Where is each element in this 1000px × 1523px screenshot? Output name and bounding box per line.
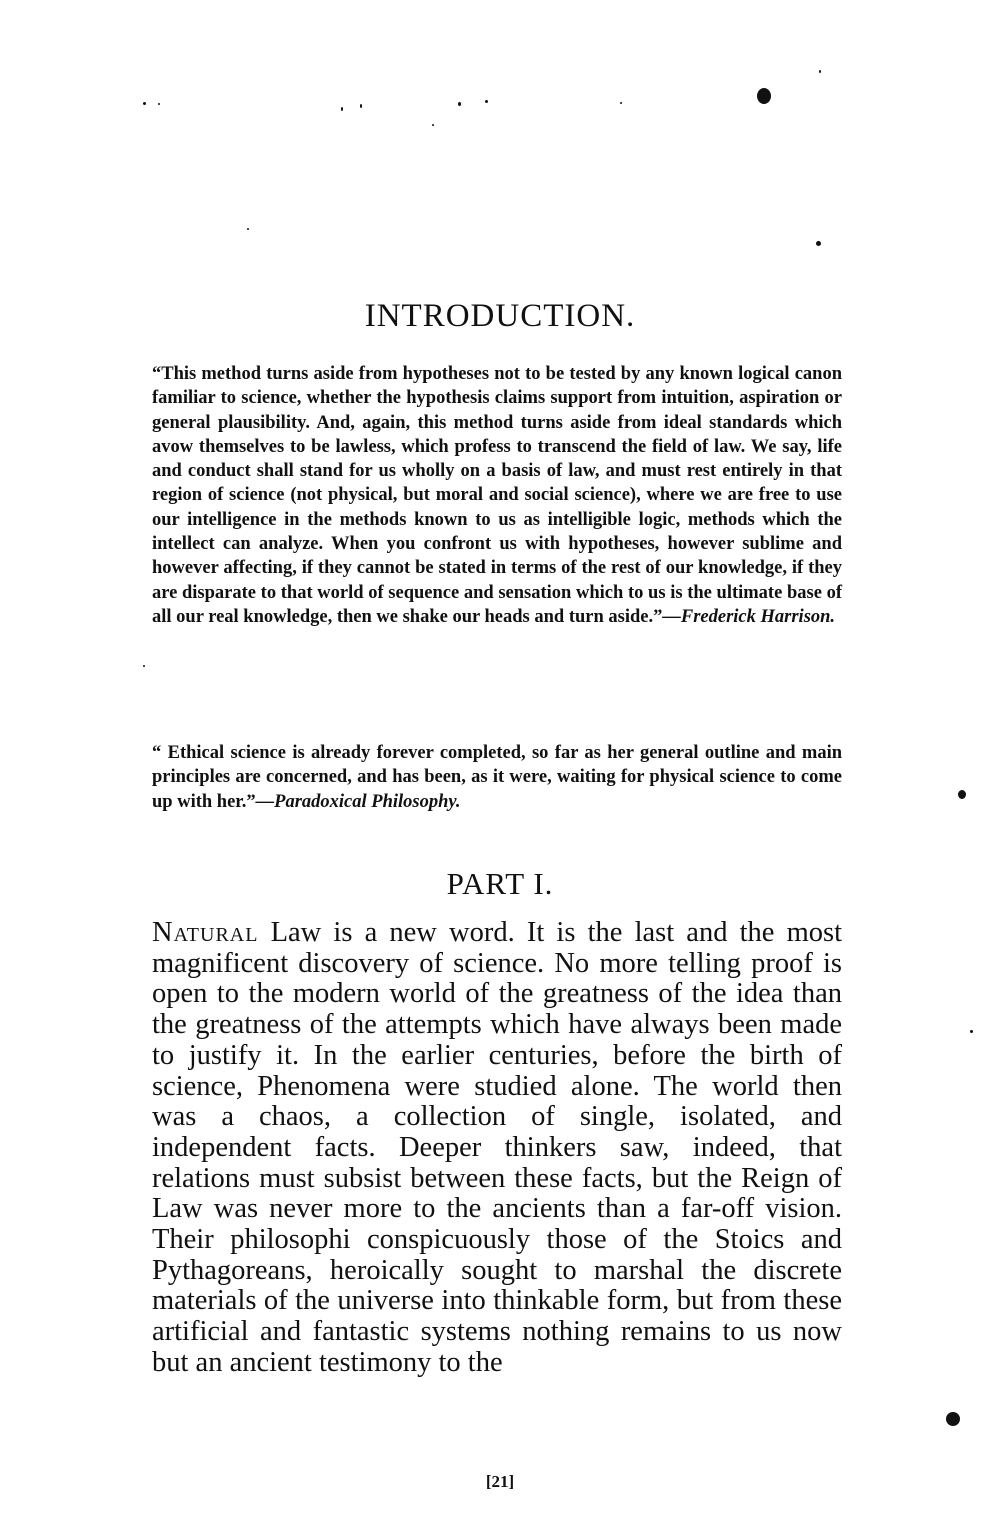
epigraph-paradoxical-text: “ Ethical science is already forever completed, so far as her general outline and main principles are concerned, and has been, as it were, waiting for physical science to come up with her.”: [152, 743, 842, 812]
scan-speck: [816, 241, 821, 246]
scan-speck: [341, 107, 343, 111]
part-heading: PART I.: [446, 866, 554, 901]
epigraph-paradoxical-attribution: —Paradoxical Philosophy.: [255, 791, 461, 812]
scan-speck: [143, 102, 146, 105]
lead-word: Natural: [152, 917, 259, 948]
scan-speck: [247, 228, 249, 230]
epigraph-harrison-attribution: —Frederick Harrison.: [662, 606, 836, 627]
epigraph-harrison: [152, 362, 842, 629]
body-paragraph: [152, 918, 842, 1379]
scan-speck: [360, 104, 362, 108]
scan-speck: [485, 100, 488, 103]
scan-speck: [158, 103, 160, 105]
scan-speck: [458, 102, 461, 106]
scan-speck: [819, 70, 821, 73]
introduction-heading: INTRODUCTION.: [364, 298, 636, 334]
scan-speck: [757, 88, 771, 104]
scan-speck: [970, 1030, 973, 1033]
page-number: [21]: [485, 1472, 515, 1491]
scan-speck: [143, 665, 145, 667]
scan-speck: [432, 124, 434, 126]
epigraph-harrison-text: “This method turns aside from hypotheses not to be tested by any known logical canon familiar to science, whether the hypothesis claims support from intuition, aspiration or general plausibility. And, again, this method turns aside from ideal standards which avow themselves to be lawless, which profess to transcend the field of law. We say, life and conduct shall stand for us wholly on a basis of law, and must rest entirely in that region of science (not physical, but moral and social science), where we are free to use our intelligence in the methods known to us as intelligible logic, methods which the intellect can analyze. When you confront us with hypotheses, however sublime and however affecting, if they cannot be stated in terms of the rest of our knowledge, if they are disparate to that world of sequence and sensation which to us is the ultimate base of all our real knowledge, then we shake our heads and turn aside.”: [152, 364, 842, 627]
body-paragraph-text: Law is a new word. It is the last and the most magnificent discovery of science. No more telling proof is open to the modern world of the greatness of the idea than the greatness of the attempts which have always been made to justify it. In the earlier centuries, before the birth of science, Phenomena were studied alone. The world then was a chaos, a collection of single, isolated, and independent facts. Deeper thinkers saw, indeed, that relations must subsist between these facts, but the Reign of Law was never more to the ancients than a far-off vision. Their philosophi conspicuously those of the Stoics and Pythagoreans, heroically sought to marshal the discrete materials of the universe into thinkable form, but from these artificial and fantastic systems nothing remains to us now but an ancient testimony to the: [152, 917, 843, 1378]
scan-speck: [946, 1412, 960, 1426]
epigraph-paradoxical-philosophy: [152, 741, 842, 814]
scan-speck: [958, 790, 966, 799]
scan-speck: [620, 102, 622, 104]
